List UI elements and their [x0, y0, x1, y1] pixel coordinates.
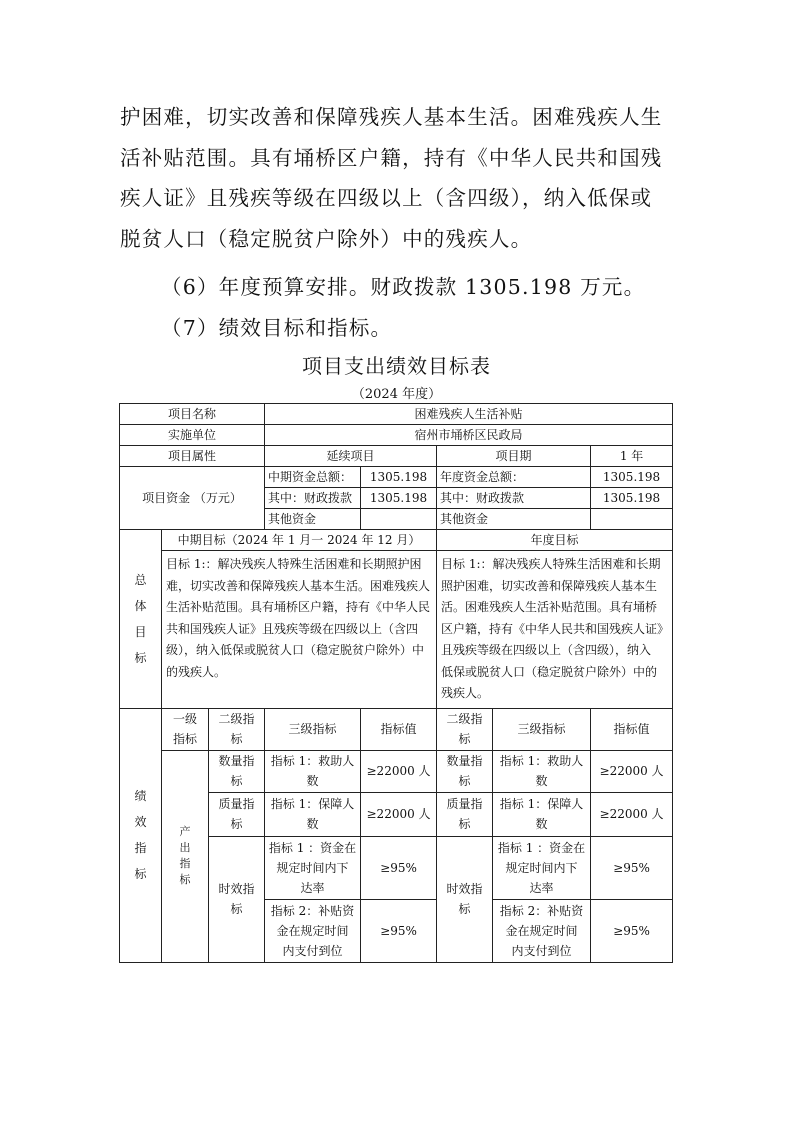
intro-line: 活补贴范围。具有埇桥区户籍，持有《中华人民共和国残	[120, 145, 663, 170]
table-title: 项目支出绩效目标表	[302, 354, 491, 378]
project-name-value: 困难残疾人生活补贴	[265, 404, 673, 425]
mid-other-label: 其他资金	[265, 509, 361, 530]
time-l2: 时效指 标	[209, 836, 265, 962]
unit-label: 实施单位	[120, 425, 265, 446]
quality-l3: 指标 1：保障人 数	[265, 792, 361, 836]
indicator-row-quantity	[120, 750, 673, 792]
year-fiscal-value: 1305.198	[591, 488, 673, 509]
attr-row	[120, 446, 673, 467]
quantity-l2: 数量指 标	[209, 750, 265, 792]
time-a-l3: 指标 1 ：资金在 规定时间内下 达率	[265, 836, 361, 899]
quantity-value: ≥22000 人	[361, 750, 437, 792]
funds-label: 项目资金 （万元）	[120, 467, 265, 530]
attr-label: 项目属性	[120, 446, 265, 467]
intro-paragraph	[120, 97, 680, 259]
performance-table	[119, 403, 673, 963]
mid-goal-text: 目标 1:：解决残疾人特殊生活困难和长期照护困 难，切实改善和保障残疾人基本生活。困难残疾人 生活补贴范围。具有埇桥区户籍，持有《中华人民 共和国残疾人证》且残疾等级在四级以上（含四 级），纳入低保或脱贫人口（稳定脱贫户除外）中 的残疾人。	[162, 551, 437, 709]
goal-content-row	[120, 551, 673, 709]
unit-row	[120, 425, 673, 446]
overall-goal-label: 总 体 目 标	[120, 530, 162, 709]
period-label: 项目期	[437, 446, 591, 467]
year-other-value	[591, 509, 673, 530]
year-total-value: 1305.198	[591, 467, 673, 488]
mid-fiscal-label: 其中：财政拨款	[265, 488, 361, 509]
quality-l2: 质量指 标	[209, 792, 265, 836]
quantity-l2b: 数量指 标	[437, 750, 493, 792]
intro-line: 疾人证》且残疾等级在四级以上（含四级），纳入低保或	[120, 186, 653, 210]
period-value: 1 年	[591, 446, 673, 467]
table-year: （2024 年度）	[351, 387, 442, 402]
quantity-l3b: 指标 1：救助人 数	[493, 750, 591, 792]
goal-header-row	[120, 530, 673, 551]
project-name-label: 项目名称	[120, 404, 265, 425]
time-b-value: ≥95%	[361, 899, 437, 962]
mid-other-value	[361, 509, 437, 530]
mid-total-label: 中期资金总额：	[265, 467, 361, 488]
time-b-l3: 指标 2：补贴资 金在规定时间 内支付到位	[265, 899, 361, 962]
intro-line: 脱贫人口（稳定脱贫户除外）中的残疾人。	[120, 226, 533, 251]
time-b-valueb: ≥95%	[591, 899, 673, 962]
level3b-header: 三级指标	[493, 708, 591, 750]
unit-value: 宿州市埇桥区民政局	[265, 425, 673, 446]
year-total-label: 年度资金总额：	[437, 467, 591, 488]
output-indicator-label: 产 出 指 标	[162, 750, 209, 962]
time-b-l3b: 指标 2：补贴资 金在规定时间 内支付到位	[493, 899, 591, 962]
mid-total-value: 1305.198	[361, 467, 437, 488]
indicator-header-row	[120, 708, 673, 750]
level2-header: 二级指 标	[209, 708, 265, 750]
value-header: 指标值	[361, 708, 437, 750]
quality-value: ≥22000 人	[361, 792, 437, 836]
quantity-l3: 指标 1：救助人 数	[265, 750, 361, 792]
year-goal-text: 目标 1:：解决残疾人特殊生活困难和长期 照护困难，切实改善和保障残疾人基本生 活。困难残疾人生活补贴范围。具有埇桥 区户籍，持有《中华人民共和国残疾人证》 且残疾等级在四级以上（含四级），纳入 低保或脱贫人口（稳定脱贫户除外）中的 残疾人。	[437, 551, 673, 709]
time-a-valueb: ≥95%	[591, 836, 673, 899]
year-goal-header: 年度目标	[437, 530, 673, 551]
valueb-header: 指标值	[591, 708, 673, 750]
funds-row	[120, 467, 673, 488]
time-l2b: 时效指 标	[437, 836, 493, 962]
mid-goal-header: 中期目标（2024 年 1 月一 2024 年 12 月）	[162, 530, 437, 551]
quality-l3b: 指标 1：保障人 数	[493, 792, 591, 836]
year-other-label: 其他资金	[437, 509, 591, 530]
time-a-l3b: 指标 1 ：资金在 规定时间内下 达率	[493, 836, 591, 899]
perf-indicator-label: 绩 效 指 标	[120, 708, 162, 962]
mid-fiscal-value: 1305.198	[361, 488, 437, 509]
attr-value: 延续项目	[265, 446, 437, 467]
project-name-row	[120, 404, 673, 425]
quality-valueb: ≥22000 人	[591, 792, 673, 836]
time-a-value: ≥95%	[361, 836, 437, 899]
budget-paragraph: （6）年度预算安排。财政拨款 1305.198 万元。	[161, 275, 646, 299]
targets-heading: （7）绩效目标和指标。	[161, 316, 393, 340]
level1-header: 一级 指标	[162, 708, 209, 750]
intro-line: 护困难，切实改善和保障残疾人基本生活。困难残疾人生	[120, 105, 663, 129]
level2b-header: 二级指 标	[437, 708, 493, 750]
quantity-valueb: ≥22000 人	[591, 750, 673, 792]
year-fiscal-label: 其中：财政拨款	[437, 488, 591, 509]
level3-header: 三级指标	[265, 708, 361, 750]
quality-l2b: 质量指 标	[437, 792, 493, 836]
